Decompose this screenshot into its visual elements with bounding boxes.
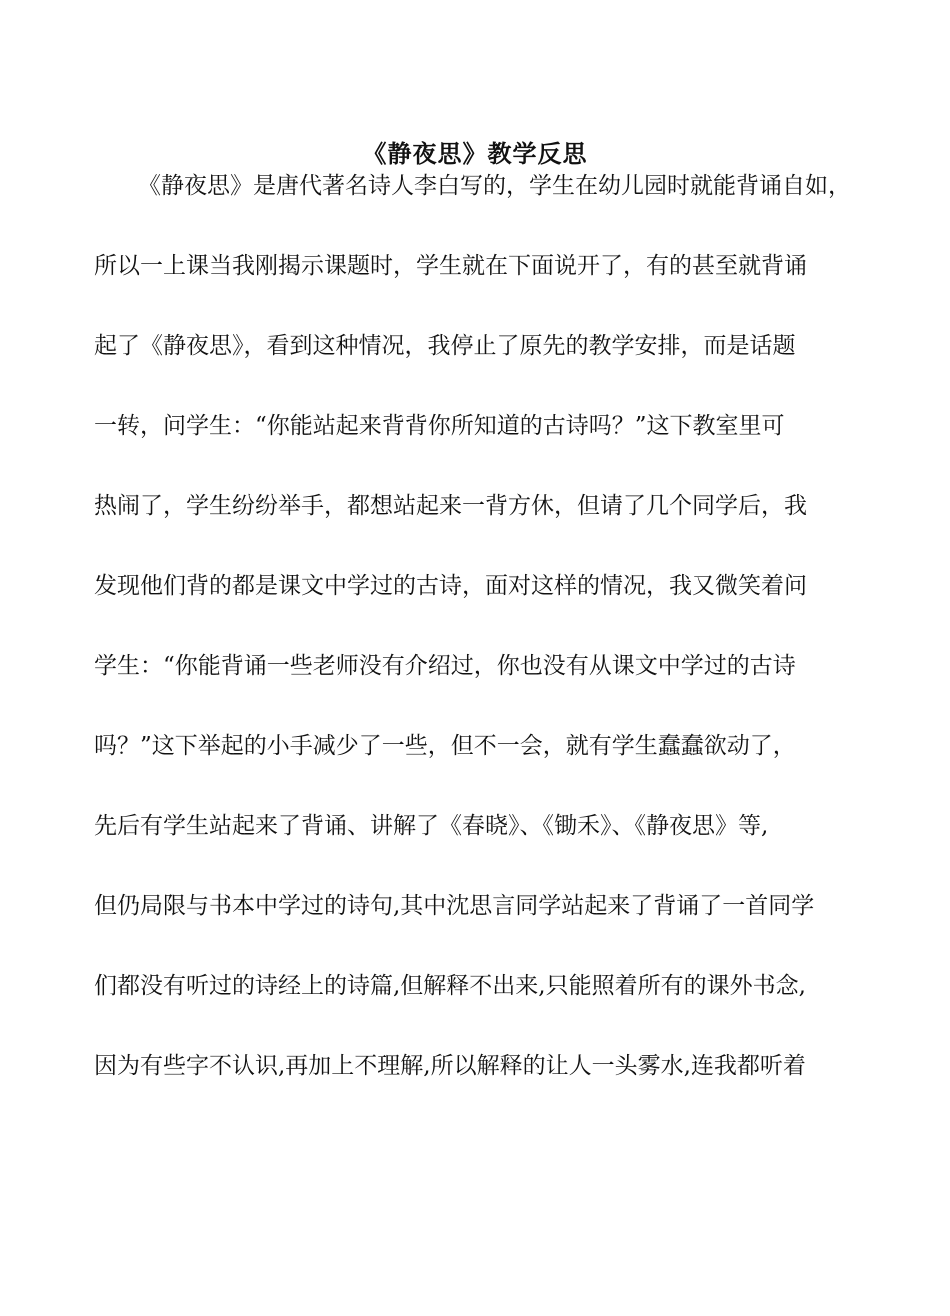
- paragraph-line-8: 吗？”这下举起的小手减少了一些，但不一会，就有学生蠢蠢欲动了，: [94, 733, 796, 759]
- paragraph-line-10: 但仍局限与书本中学过的诗句,其中沈思言同学站起来了背诵了一首同学: [94, 893, 815, 919]
- paragraph-line-3: 起了《静夜思》，看到这种情况，我停止了原先的教学安排，而是话题: [94, 333, 796, 359]
- document-title: 《静夜思》教学反思: [362, 139, 588, 168]
- paragraph-line-11: 们都没有听过的诗经上的诗篇,但解释不出来,只能照着所有的课外书念,: [94, 973, 806, 999]
- paragraph-line-2: 所以一上课当我刚揭示课题时，学生就在下面说开了，有的甚至就背诵: [94, 253, 807, 279]
- paragraph-line-6: 发现他们背的都是课文中学过的古诗，面对这样的情况，我又微笑着问: [94, 573, 807, 599]
- paragraph-line-4: 一转，问学生：“你能站起来背背你所知道的古诗吗？”这下教室里可: [94, 413, 785, 439]
- paragraph-line-7: 学生：“你能背诵一些老师没有介绍过，你也没有从课文中学过的古诗: [94, 653, 796, 679]
- paragraph-line-5: 热闹了，学生纷纷举手，都想站起来一背方休，但请了几个同学后，我: [94, 493, 807, 519]
- paragraph-line-1: 《静夜思》是唐代著名诗人李白写的，学生在幼儿园时就能背诵自如，: [138, 173, 851, 199]
- paragraph-line-9: 先后有学生站起来了背诵、讲解了《春晓》、《锄禾》、《静夜思》等,: [94, 813, 769, 839]
- paragraph-line-12: 因为有些字不认识,再加上不理解,所以解释的让人一头雾水,连我都听着: [94, 1053, 806, 1079]
